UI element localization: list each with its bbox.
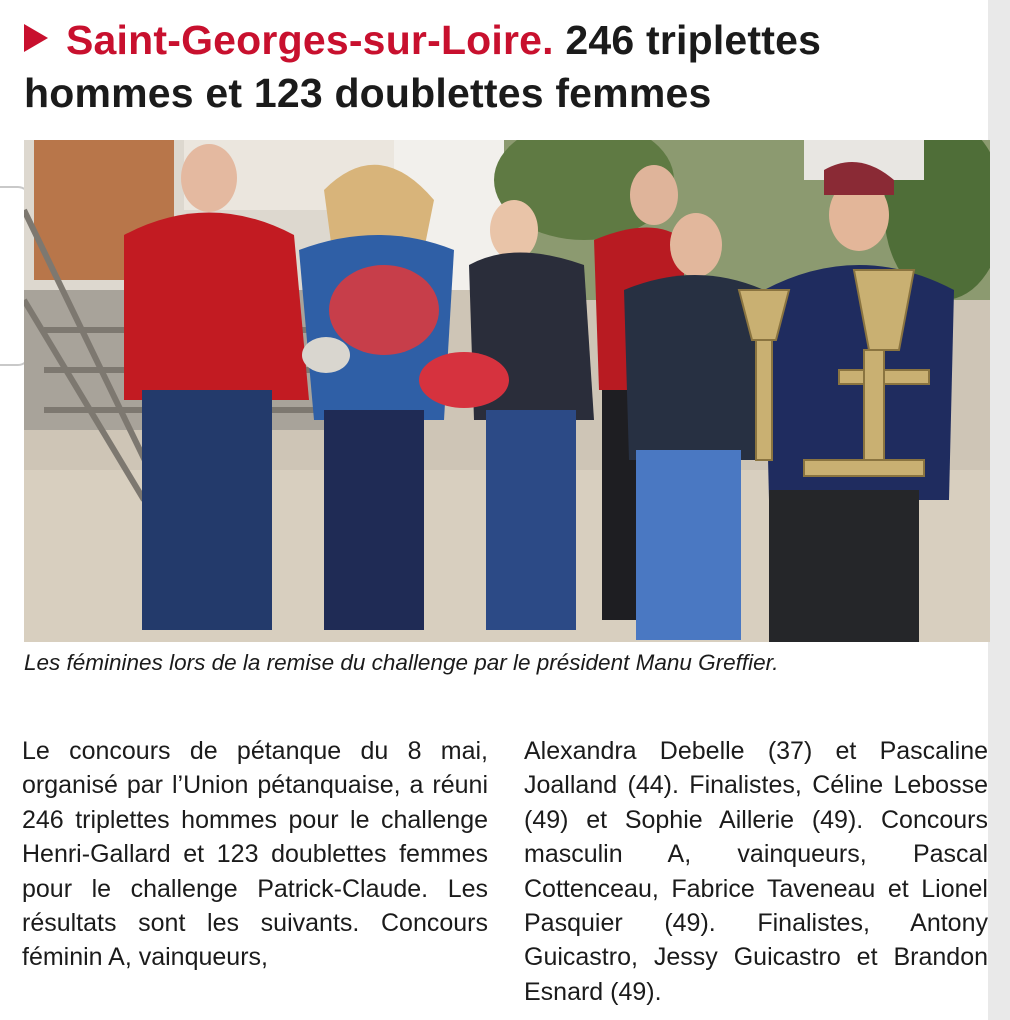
page-edge [988,0,1010,1020]
headline [24,14,974,120]
body-column-left: Le concours de pétanque du 8 mai, organisé par l’Union pétanquaise, a réuni 246 triplettes hommes pour le challenge Henri-Gallard et 123 doublettes femmes pour le challenge Patrick-Claude. Les résultats sont les suivants. Concours féminin A, vainqueurs, [22,737,488,972]
red-triangle-icon [24,24,48,52]
photo-illustration [24,140,990,642]
photo-caption: Les féminines lors de la remise du challenge par le président Manu Greffier. [24,650,779,675]
headline-text: 246 triplettes hommes et 123 doublettes femmes [24,17,822,116]
headline-place: Saint-Georges-sur-Loire. [66,17,554,63]
body-column-right: Alexandra Debelle (37) et Pascaline Joalland (44). Finalistes, Céline Lebosse (49) et Sophie Aillerie (49). Concours masculin A, vainqueurs, Pascal Cottenceau, Fabrice Taveneau et Lionel Pasquier (49). Finalistes, Antony Guicastro, Jessy Guicastro et Brandon Esnard (49). [524,737,988,1006]
article-photo [24,140,990,642]
